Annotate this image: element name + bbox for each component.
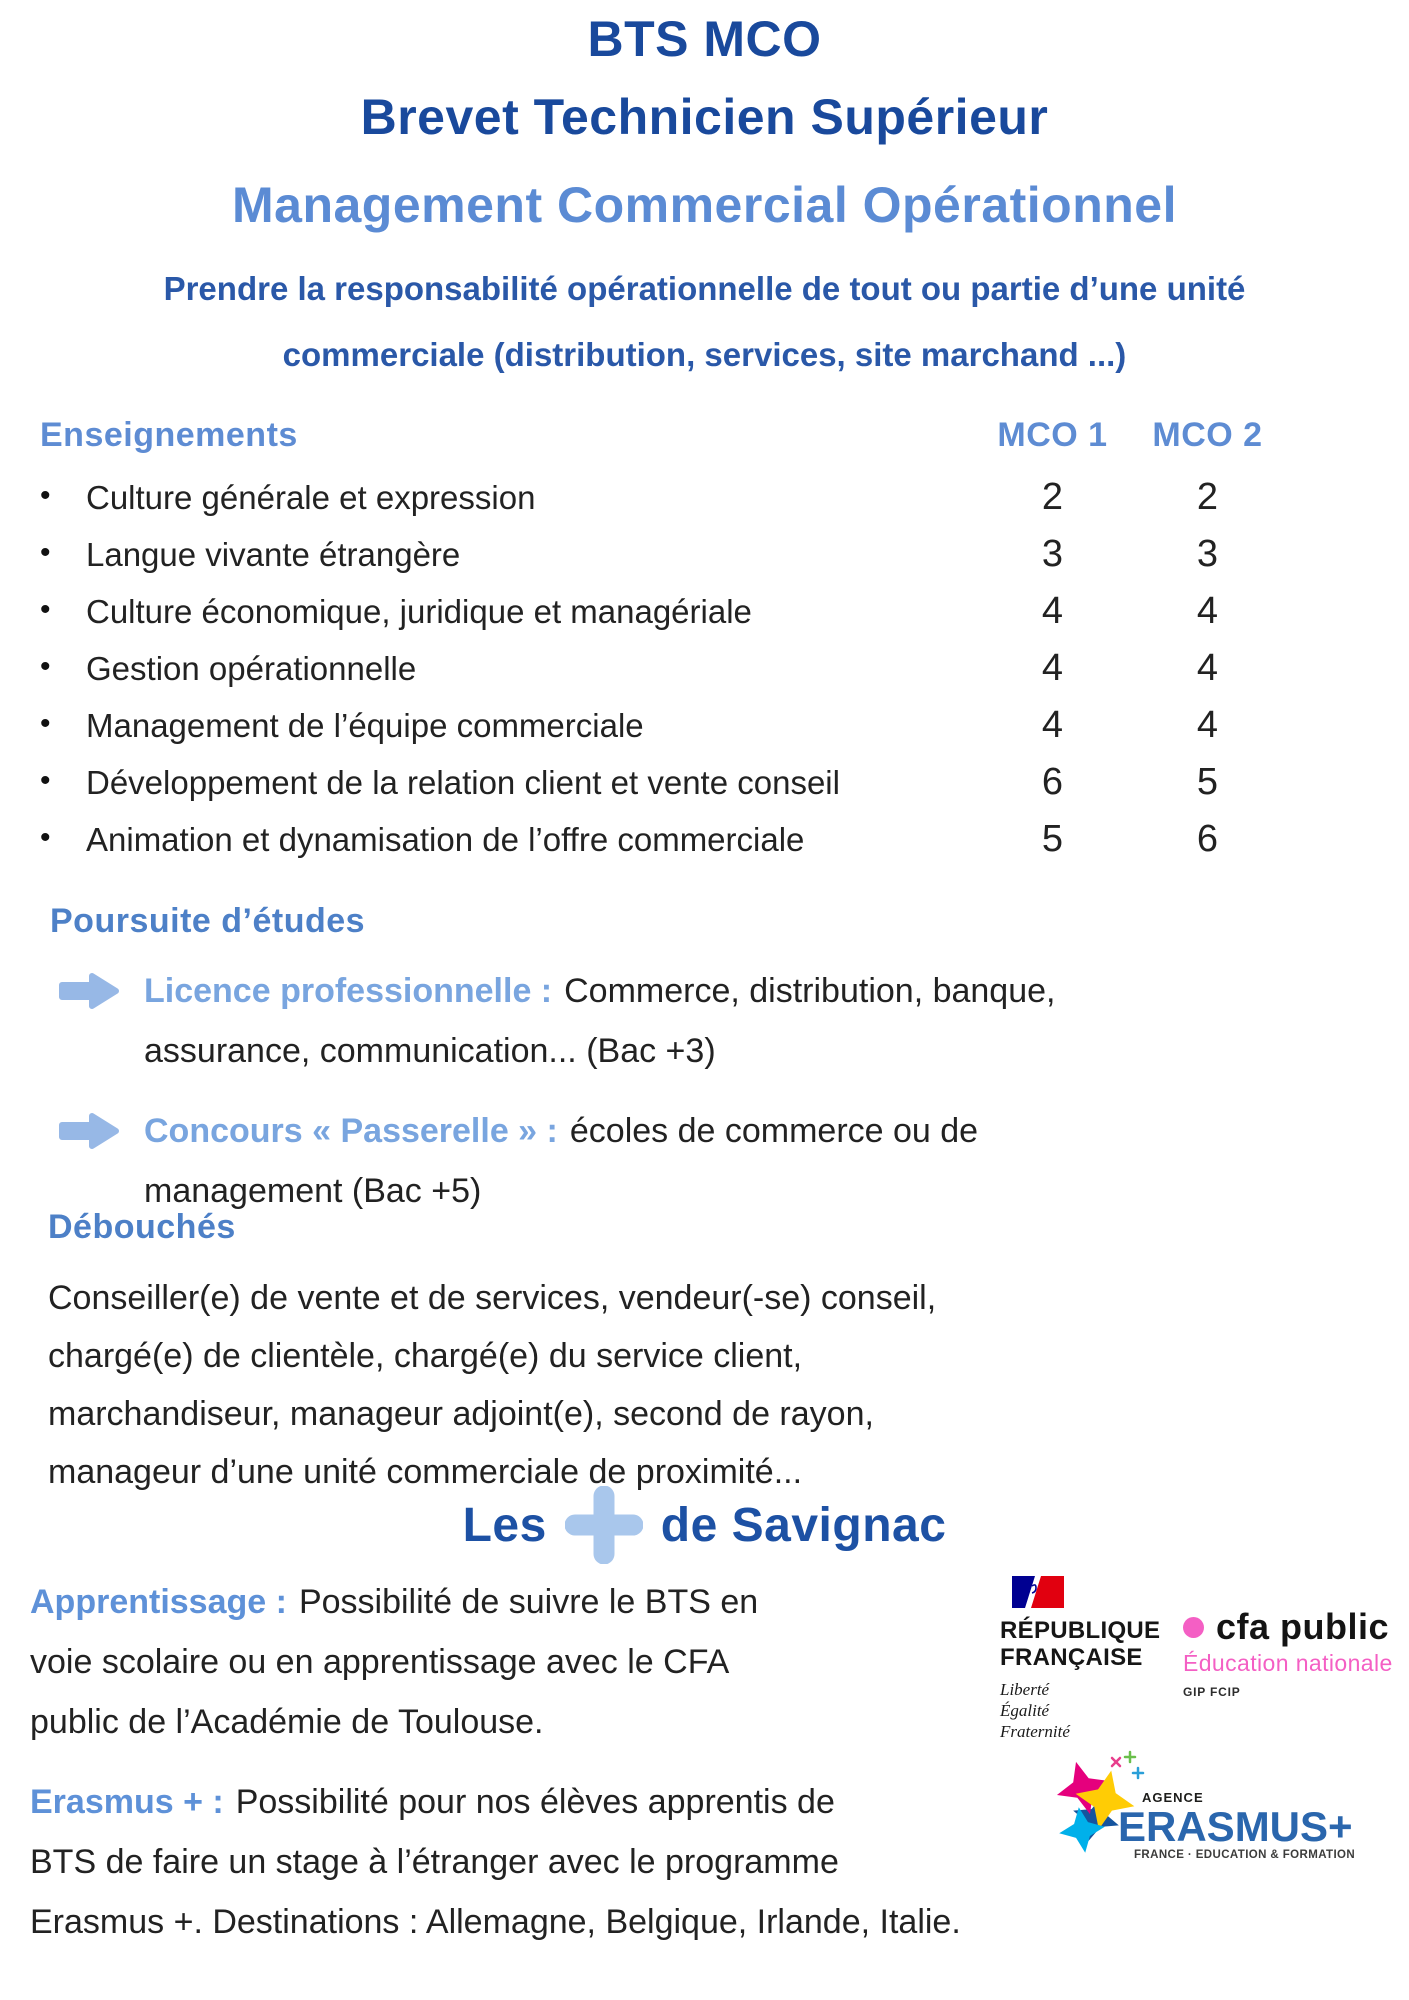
course-label: Gestion opérationnelle	[86, 649, 417, 687]
courses-table	[40, 416, 1285, 868]
course-hours-mco1: 4	[1041, 704, 1064, 746]
erasmus-plus-logo	[1056, 1750, 1386, 1870]
study-option-line-2: management (Bac +5)	[144, 1172, 482, 1210]
careers-line-1: Conseiller(e) de vente et de services, vendeur(-se) conseil,	[48, 1279, 937, 1317]
erasmus-text: Possibilité pour nos élèves apprentis de	[235, 1783, 835, 1821]
page-title: BTS MCO	[587, 11, 822, 67]
section-apprentissage	[30, 1572, 758, 1752]
course-label: Animation et dynamisation de l’offre commerciale	[86, 820, 805, 858]
right-arrow-icon	[58, 971, 120, 1011]
course-hours-mco2: 4	[1196, 704, 1219, 746]
course-hours-mco2: 5	[1196, 761, 1219, 803]
course-hours-mco2: 4	[1196, 647, 1219, 689]
bullet-icon: •	[40, 763, 51, 797]
course-hours-mco1: 2	[1041, 476, 1064, 518]
column-header-mco2: MCO 2	[1152, 416, 1263, 454]
section-debouches	[48, 1208, 936, 1501]
list-item	[50, 1101, 1055, 1221]
section-heading: Poursuite d’études	[50, 902, 366, 940]
apprentissage-line-2: voie scolaire ou en apprentissage avec le CFA	[30, 1643, 730, 1681]
table-row	[40, 811, 1285, 868]
course-hours-mco1: 6	[1041, 761, 1064, 803]
course-label: Culture économique, juridique et managériale	[86, 592, 752, 630]
erasmus-line-1	[30, 1772, 961, 1832]
table-row	[40, 697, 1285, 754]
course-hours-mco1: 5	[1041, 818, 1064, 860]
course-label: Culture générale et expression	[86, 478, 536, 516]
rf-motto-fraternite: Fraternité	[1000, 1722, 1070, 1741]
study-option-line-1	[144, 961, 1055, 1021]
republique-francaise-logo	[1000, 1576, 1160, 1742]
erasmus-name: ERASMUS+	[1118, 1803, 1353, 1850]
apprentissage-line-3: public de l’Académie de Toulouse.	[30, 1703, 544, 1741]
bullet-icon: •	[40, 592, 51, 626]
study-option-text: Commerce, distribution, banque,	[564, 972, 1056, 1010]
cfa-public-logo	[1183, 1606, 1393, 1699]
rf-name-line-2: FRANÇAISE	[1000, 1644, 1143, 1671]
course-hours-mco2: 3	[1196, 533, 1219, 575]
list-item	[50, 961, 1055, 1081]
column-header-enseignements: Enseignements	[40, 416, 298, 454]
course-hours-mco1: 3	[1041, 533, 1064, 575]
table-row	[40, 754, 1285, 811]
program-description-line-2: commerciale (distribution, services, site marchand ...)	[282, 336, 1127, 373]
course-hours-mco1: 4	[1041, 590, 1064, 632]
erasmus-lead: Erasmus + :	[30, 1783, 224, 1821]
course-hours-mco2: 4	[1196, 590, 1219, 632]
cfa-pink-dot-icon	[1183, 1617, 1204, 1638]
apprentissage-lead: Apprentissage :	[30, 1583, 287, 1621]
study-option-text: écoles de commerce ou de	[569, 1112, 979, 1150]
bullet-icon: •	[40, 820, 51, 854]
course-hours-mco1: 4	[1041, 647, 1064, 689]
plus-icon	[565, 1486, 643, 1564]
course-label: Développement de la relation client et vente conseil	[86, 763, 840, 801]
course-hours-mco2: 6	[1196, 818, 1219, 860]
french-flag-icon	[1012, 1576, 1064, 1608]
study-option-lead: Concours « Passerelle » :	[144, 1112, 558, 1150]
section-poursuite-detudes	[50, 902, 1055, 1221]
bullet-icon: •	[40, 649, 51, 683]
section-heading: Débouchés	[48, 1208, 236, 1246]
table-row	[40, 640, 1285, 697]
careers-line-3: marchandiseur, manageur adjoint(e), second de rayon,	[48, 1395, 874, 1433]
apprentissage-line-1	[30, 1572, 758, 1632]
savignac-text-after: de Savignac	[660, 1498, 947, 1552]
section-erasmus	[30, 1772, 961, 1952]
column-header-mco1: MCO 1	[997, 416, 1108, 454]
page-subtitle-program: Management Commercial Opérationnel	[231, 177, 1177, 233]
erasmus-agence-label: AGENCE	[1142, 1790, 1204, 1805]
bullet-icon: •	[40, 535, 51, 569]
courses-table-body	[40, 469, 1285, 868]
program-description-line-1: Prendre la responsabilité opérationnelle de tout ou partie d’une unité	[163, 270, 1246, 307]
table-row	[40, 469, 1285, 526]
course-label: Langue vivante étrangère	[86, 535, 461, 573]
bullet-icon: •	[40, 706, 51, 740]
careers-line-2: chargé(e) de clientèle, chargé(e) du service client,	[48, 1337, 803, 1375]
study-option-line-1	[144, 1101, 978, 1161]
cfa-org: GIP FCIP	[1183, 1685, 1241, 1699]
course-hours-mco2: 2	[1196, 476, 1219, 518]
right-arrow-icon	[58, 1111, 120, 1151]
erasmus-tagline: FRANCE · EDUCATION & FORMATION	[1134, 1849, 1356, 1861]
course-label: Management de l’équipe commerciale	[86, 706, 644, 744]
bullet-icon: •	[40, 478, 51, 512]
page-subtitle-degree: Brevet Technicien Supérieur	[360, 89, 1049, 145]
section-les-plus-de-savignac	[0, 1486, 1409, 1564]
erasmus-line-3: Erasmus +. Destinations : Allemagne, Belgique, Irlande, Italie.	[30, 1903, 961, 1941]
cfa-name: cfa public	[1216, 1606, 1390, 1647]
table-row	[40, 526, 1285, 583]
apprentissage-text: Possibilité de suivre le BTS en	[298, 1583, 759, 1621]
erasmus-line-2: BTS de faire un stage à l’étranger avec le programme	[30, 1843, 839, 1881]
courses-table-header	[40, 416, 1285, 455]
cfa-subtitle: Éducation nationale	[1183, 1650, 1393, 1676]
rf-name-line-1: RÉPUBLIQUE	[1000, 1617, 1161, 1644]
savignac-text-before: Les	[462, 1498, 547, 1552]
table-row	[40, 583, 1285, 640]
study-option-line-2: assurance, communication... (Bac +3)	[144, 1032, 716, 1070]
rf-motto-egalite: Égalité	[1000, 1701, 1050, 1720]
rf-motto-liberte: Liberté	[1000, 1680, 1050, 1699]
careers-line-4: manageur d’une unité commerciale de proximité...	[48, 1453, 803, 1491]
study-option-lead: Licence professionnelle :	[144, 972, 553, 1010]
